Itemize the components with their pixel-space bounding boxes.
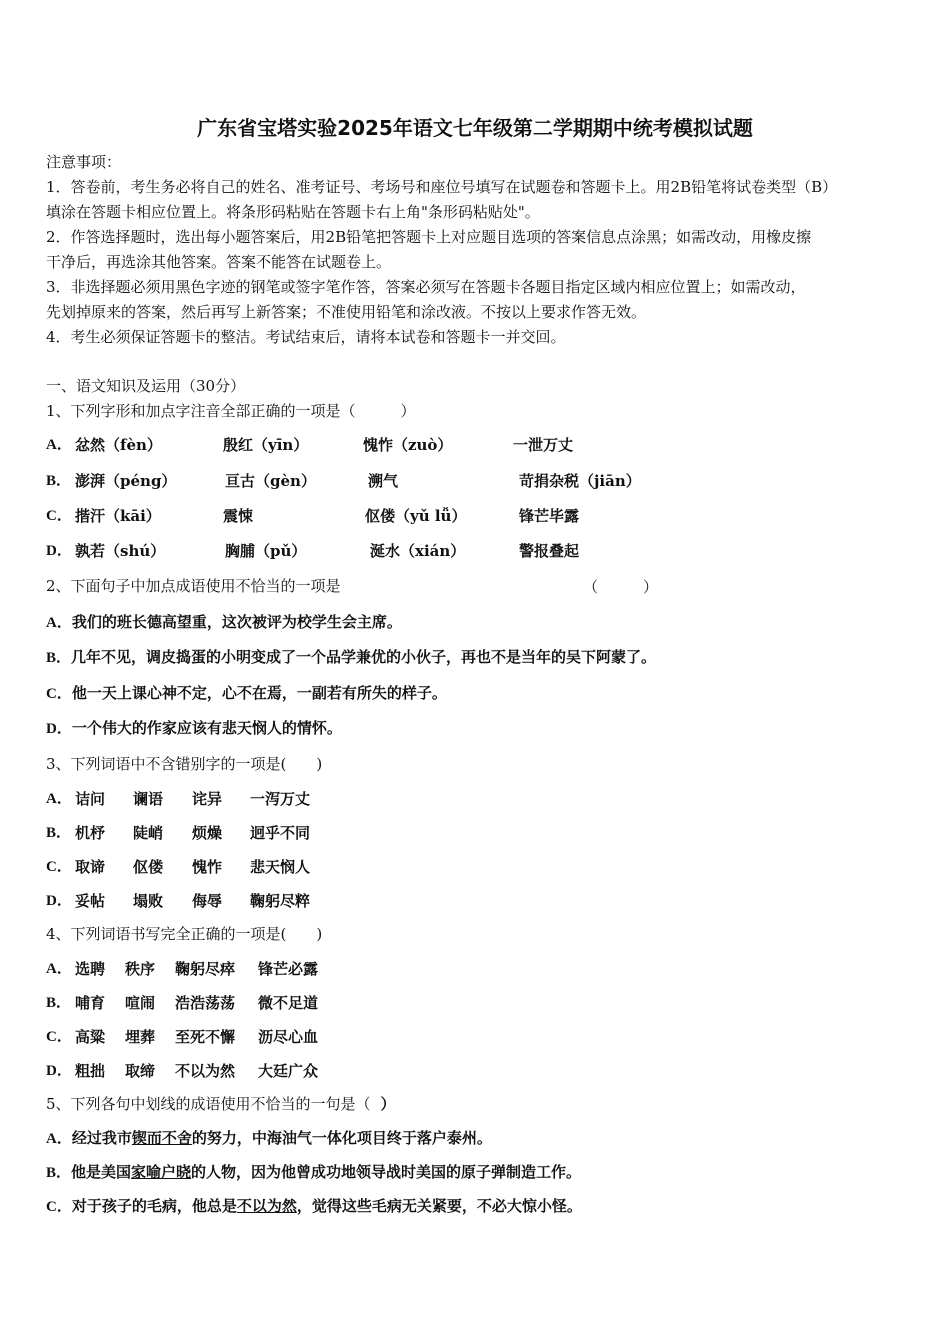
option-text: 的努力，中海油气一体化项目终于落户泰州。 [191,1129,492,1147]
option-row [46,1162,581,1183]
underlined-idiom: 家喻户晓 [131,1163,192,1181]
option-letter: D． [46,893,72,909]
option-row [46,788,72,809]
option-item: 警报叠起 [519,542,580,560]
option-item: 粗拙 [75,1062,106,1080]
option-letter: A． [46,1131,72,1147]
option-item: 妥帖 [75,892,106,910]
question-stem [46,1094,396,1114]
option-row [46,822,71,843]
option-item: 澎湃（péng） [75,472,177,490]
question-stem: 1、下列字形和加点字注音全部正确的一项是（ ） [46,402,416,420]
option-letter: D． [46,543,72,559]
option-item: 取谛 [75,858,106,876]
option-letter: B． [46,650,72,666]
option-row [46,958,72,979]
option-item: 烦燥 [192,824,223,842]
option-letter: C． [46,859,72,875]
page-title: 广东省宝塔实验2025年语文七年级第二学期期中统考模拟试题 [197,116,753,140]
option-row [46,856,72,877]
option-item: 一泄万丈 [513,436,574,454]
option-row [46,505,72,526]
option-row [46,683,447,704]
option-item: 一泻万丈 [250,790,311,808]
option-letter: C． [46,1029,72,1045]
option-letter: D． [46,721,72,737]
option-item: 锋芒必露 [258,960,319,978]
option-row [46,992,71,1013]
notice-line: 先划掉原来的答案，然后再写上新答案；不准使用铅笔和涂改液。不按以上要求作答无效。 [46,303,647,321]
option-row [46,612,402,633]
question-stem: 4、下列词语书写完全正确的一项是( ) [46,925,323,943]
option-text: 的人物，因为他曾成功地领导战时美国的原子弹制造工作。 [191,1163,582,1181]
notice-line: 3．非选择题必须用黑色字迹的钢笔或签字笔作答，答案必须写在答题卡各题目指定区域内相应位置上；如需改动， [46,278,806,296]
option-item: 哺育 [75,994,106,1012]
option-item: 微不足道 [258,994,319,1012]
option-item: 涎水（xián） [370,542,466,560]
option-letter: B． [46,1165,72,1181]
option-letter: B． [46,473,72,489]
option-item: 浩浩荡荡 [175,994,236,1012]
option-item: 鞠躬尽粹 [250,892,311,910]
option-item: 揩汗（kāi） [75,507,161,525]
question-stem: 2、下面句子中加点成语使用不恰当的一项是 [46,577,341,595]
option-letter: A． [46,791,72,807]
notice-heading: 注意事项： [46,153,122,171]
option-row [46,1060,72,1081]
option-item: 不以为然 [175,1062,236,1080]
option-letter: B． [46,995,72,1011]
option-item: 愧怍（zuò） [363,436,453,454]
notice-line: 4．考生必须保证答题卡的整洁。考试结束后，请将本试卷和答题卡一并交回。 [46,328,566,346]
option-item: 亘古（gèn） [225,472,316,490]
notice-line: 填涂在答题卡相应位置上。将条形码粘贴在答题卡右上角"条形码粘贴处"。 [46,203,540,221]
notice-line: 1．答卷前，考生务必将自己的姓名、准考证号、考场号和座位号填写在试题卷和答题卡上。用2B铅笔将试卷类型（B） [46,178,838,196]
option-letter: A． [46,437,72,453]
option-item: 锋芒毕露 [519,507,580,525]
option-item: 陡峭 [133,824,164,842]
notice-line: 干净后，再选涂其他答案。答案不能答在试题卷上。 [46,253,392,271]
notice-line: 2．作答选择题时，选出每小题答案后，用2B铅笔把答题卡上对应题目选项的答案信息点涂黑；如需改动，用橡皮擦 [46,228,812,246]
option-item: 高粱 [75,1028,106,1046]
option-text: 一个伟大的作家应该有悲天悯人的情怀。 [71,719,342,737]
option-item: 忿然（fèn） [75,436,162,454]
option-row [46,718,342,739]
option-letter: A． [46,961,72,977]
option-letter: C． [46,686,72,702]
option-item: 胸脯（pǔ） [225,542,307,560]
option-letter: C． [46,1199,72,1215]
option-row [46,890,72,911]
option-text: 经过我市 [71,1129,132,1147]
option-item: 喧闹 [125,994,156,1012]
option-item: 愧怍 [192,858,223,876]
option-item: 迥乎不同 [250,824,311,842]
option-text: 他是美国 [71,1163,132,1181]
option-letter: A． [46,615,72,631]
answer-paren: （ ） [583,578,659,596]
option-item: 伛偻 [133,858,164,876]
option-letter: C． [46,508,72,524]
option-row [46,647,656,668]
option-item: 沥尽心血 [258,1028,319,1046]
option-item: 秩序 [125,960,156,978]
option-row [46,1128,492,1149]
question-stem: 3、下列词语中不含错别字的一项是( ) [46,755,323,773]
option-text: 我们的班长德高望重，这次被评为校学生会主席。 [71,613,402,631]
option-item: 溯气 [368,472,399,490]
option-item: 震悚 [223,507,254,525]
option-item: 埋葬 [125,1028,156,1046]
option-item: 塌败 [133,892,164,910]
option-text: 他一天上课心神不定，心不在焉，一副若有所失的样子。 [71,684,447,702]
option-text: ，觉得这些毛病无关紧要，不必大惊小怪。 [296,1197,582,1215]
option-item: 至死不懈 [175,1028,236,1046]
option-row [46,434,72,455]
option-item: 伛偻（yǔ lǚ） [365,507,467,525]
underlined-idiom: 锲而不舍 [131,1129,192,1147]
section-heading: 一、语文知识及运用（30分） [46,377,246,395]
underlined-idiom: 不以为然 [236,1197,297,1215]
option-item: 选聘 [75,960,106,978]
option-item: 诧异 [192,790,223,808]
option-item: 大廷广众 [258,1062,319,1080]
option-item: 机杼 [75,824,106,842]
option-item: 取缔 [125,1062,156,1080]
option-row [46,1026,72,1047]
option-letter: D． [46,1063,72,1079]
option-item: 殷红（yīn） [223,436,309,454]
option-item: 苛捐杂税（jiān） [519,472,641,490]
option-item: 侮辱 [192,892,223,910]
option-item: 孰若（shú） [75,542,166,560]
option-row [46,540,72,561]
option-item: 悲天悯人 [250,858,311,876]
question-stem-text: 5、下列各句中划线的成语使用不恰当的一句是（ [46,1095,371,1113]
option-text: 对于孩子的毛病，他总是 [71,1197,237,1215]
option-item: 谰语 [133,790,164,808]
option-text: 几年不见，调皮捣蛋的小明变成了一个品学兼优的小伙子，再也不是当年的吴下阿蒙了。 [71,648,657,666]
option-row [46,1196,582,1217]
option-item: 诘问 [75,790,106,808]
option-row [46,470,71,491]
option-letter: B． [46,825,72,841]
answer-paren-end: ） [380,1095,396,1113]
option-item: 鞠躬尽瘁 [175,960,236,978]
